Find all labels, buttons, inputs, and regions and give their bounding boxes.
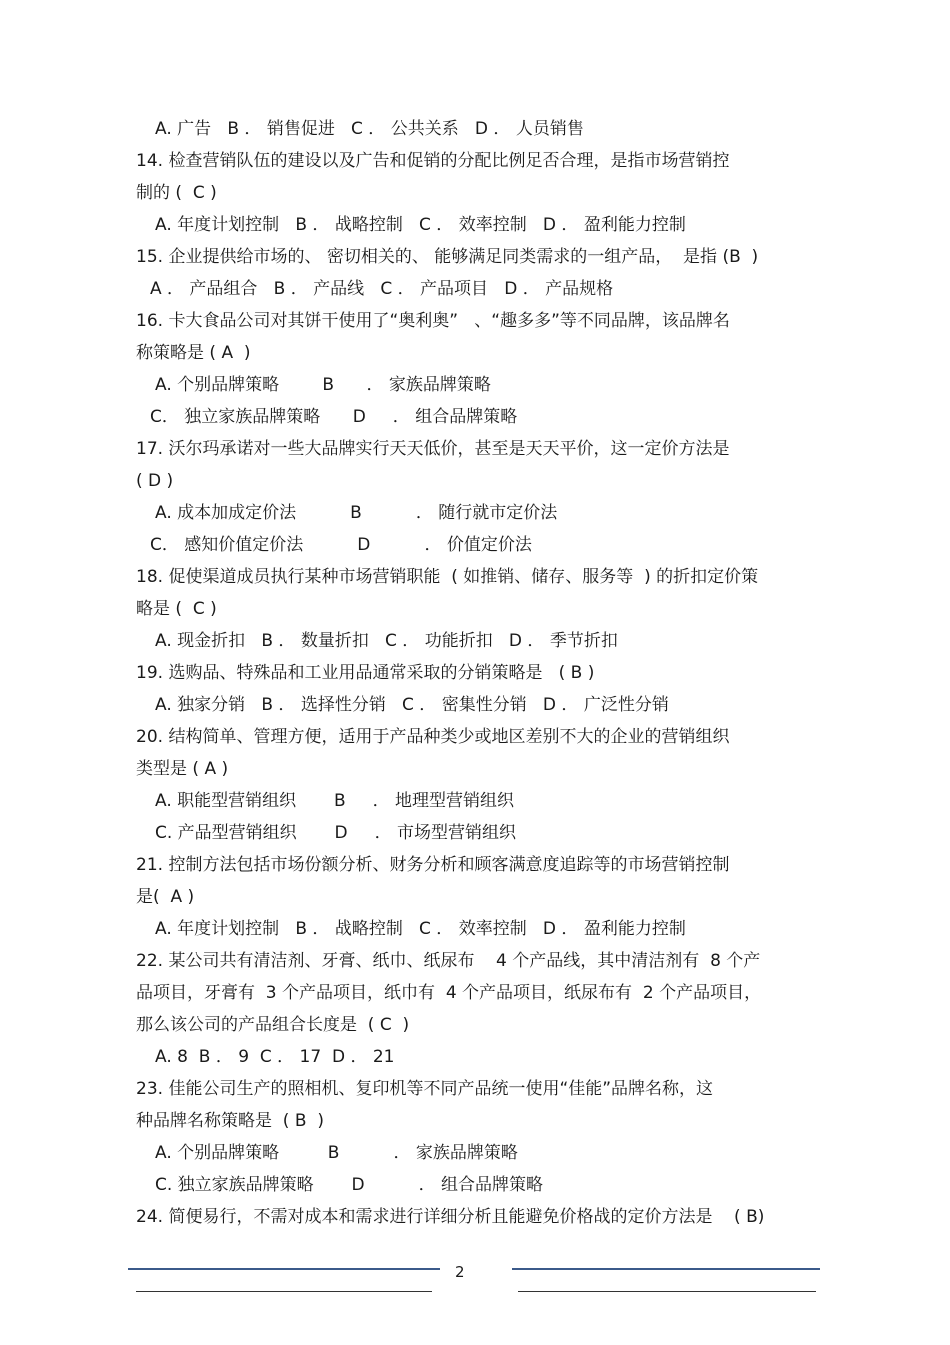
footer-rule-left-top <box>128 1268 440 1270</box>
text-line: 19. 选购品、特殊品和工业用品通常采取的分销策略是 ( B ) <box>136 663 595 683</box>
text-line: C． 感知价值定价法 D ． 价值定价法 <box>150 535 532 555</box>
text-line: A. 个别品牌策略 B ． 家族品牌策略 <box>155 1143 518 1163</box>
footer-rule-right-top <box>512 1268 820 1270</box>
text-line: A. 广告 B ． 销售促进 C ． 公共关系 D ． 人员销售 <box>155 119 584 139</box>
text-line: A. 年度计划控制 B ． 战略控制 C ． 效率控制 D ． 盈利能力控制 <box>155 215 686 235</box>
text-line: 制的 ( C ) <box>136 183 217 203</box>
text-line: A. 8 B ． 9 C ． 17 D ． 21 <box>155 1047 395 1067</box>
footer-rule-left-bottom <box>136 1291 432 1292</box>
text-line: C. 产品型营销组织 D ． 市场型营销组织 <box>155 823 517 843</box>
text-line: 18. 促使渠道成员执行某种市场营销职能 ( 如推销、储存、服务等 ) 的折扣定价策 <box>136 567 759 587</box>
text-line: 14. 检查营销队伍的建设以及广告和促销的分配比例足否合理，是指市场营销控 <box>136 151 730 171</box>
text-line: 称策略是 ( A ) <box>136 343 251 363</box>
text-line: 品项目，牙膏有 3 个产品项目，纸巾有 4 个产品项目，纸尿布有 2 个产品项目， <box>136 983 762 1003</box>
text-line: 20. 结构简单、管理方便，适用于产品种类少或地区差别不大的企业的营销组织 <box>136 727 730 747</box>
text-line: 21. 控制方法包括市场份额分析、财务分析和顾客满意度追踪等的市场营销控制 <box>136 855 730 875</box>
text-line: 22. 某公司共有清洁剂、牙膏、纸巾、纸尿布 4 个产品线，其中清洁剂有 8 个产 <box>136 951 761 971</box>
text-line: C. 独立家族品牌策略 D ． 组合品牌策略 <box>155 1175 544 1195</box>
page-number: 2 <box>455 1263 465 1281</box>
text-line: 17. 沃尔玛承诺对一些大品牌实行天天低价，甚至是天天平价，这一定价方法是 <box>136 439 730 459</box>
text-line: A. 成本加成定价法 B ． 随行就市定价法 <box>155 503 558 523</box>
text-line: ( D ) <box>136 471 174 491</box>
text-line: 15. 企业提供给市场的、 密切相关的、 能够满足同类需求的一组产品， 是指 (B ) <box>136 247 759 267</box>
text-line: 是( A ) <box>136 887 195 907</box>
text-line: A. 职能型营销组织 B ． 地理型营销组织 <box>155 791 515 811</box>
text-line: A. 独家分销 B ． 选择性分销 C ． 密集性分销 D ． 广泛性分销 <box>155 695 669 715</box>
text-line: 种品牌名称策略是 ( B ) <box>136 1111 324 1131</box>
text-line: 那么该公司的产品组合长度是 ( C ) <box>136 1015 410 1035</box>
text-line: A. 现金折扣 B ． 数量折扣 C ． 功能折扣 D ． 季节折扣 <box>155 631 618 651</box>
text-line: C． 独立家族品牌策略 D ． 组合品牌策略 <box>150 407 518 427</box>
text-line: 16. 卡大食品公司对其饼干使用了“奥利奥” 、“趣多多”等不同品牌，该品牌名 <box>136 311 730 331</box>
text-line: 类型是 ( A ) <box>136 759 229 779</box>
footer-rule-right-bottom <box>518 1291 816 1292</box>
text-line: 23. 佳能公司生产的照相机、复印机等不同产品统一使用“佳能”品牌名称，这 <box>136 1079 714 1099</box>
text-line: 略是 ( C ) <box>136 599 217 619</box>
text-line: A. 个别品牌策略 B ． 家族品牌策略 <box>155 375 491 395</box>
text-line: A. 年度计划控制 B ． 战略控制 C ． 效率控制 D ． 盈利能力控制 <box>155 919 686 939</box>
text-line: 24. 简便易行，不需对成本和需求进行详细分析且能避免价格战的定价方法是 ( B) <box>136 1207 765 1227</box>
text-line: A ． 产品组合 B ． 产品线 C ． 产品项目 D ． 产品规格 <box>150 279 614 299</box>
